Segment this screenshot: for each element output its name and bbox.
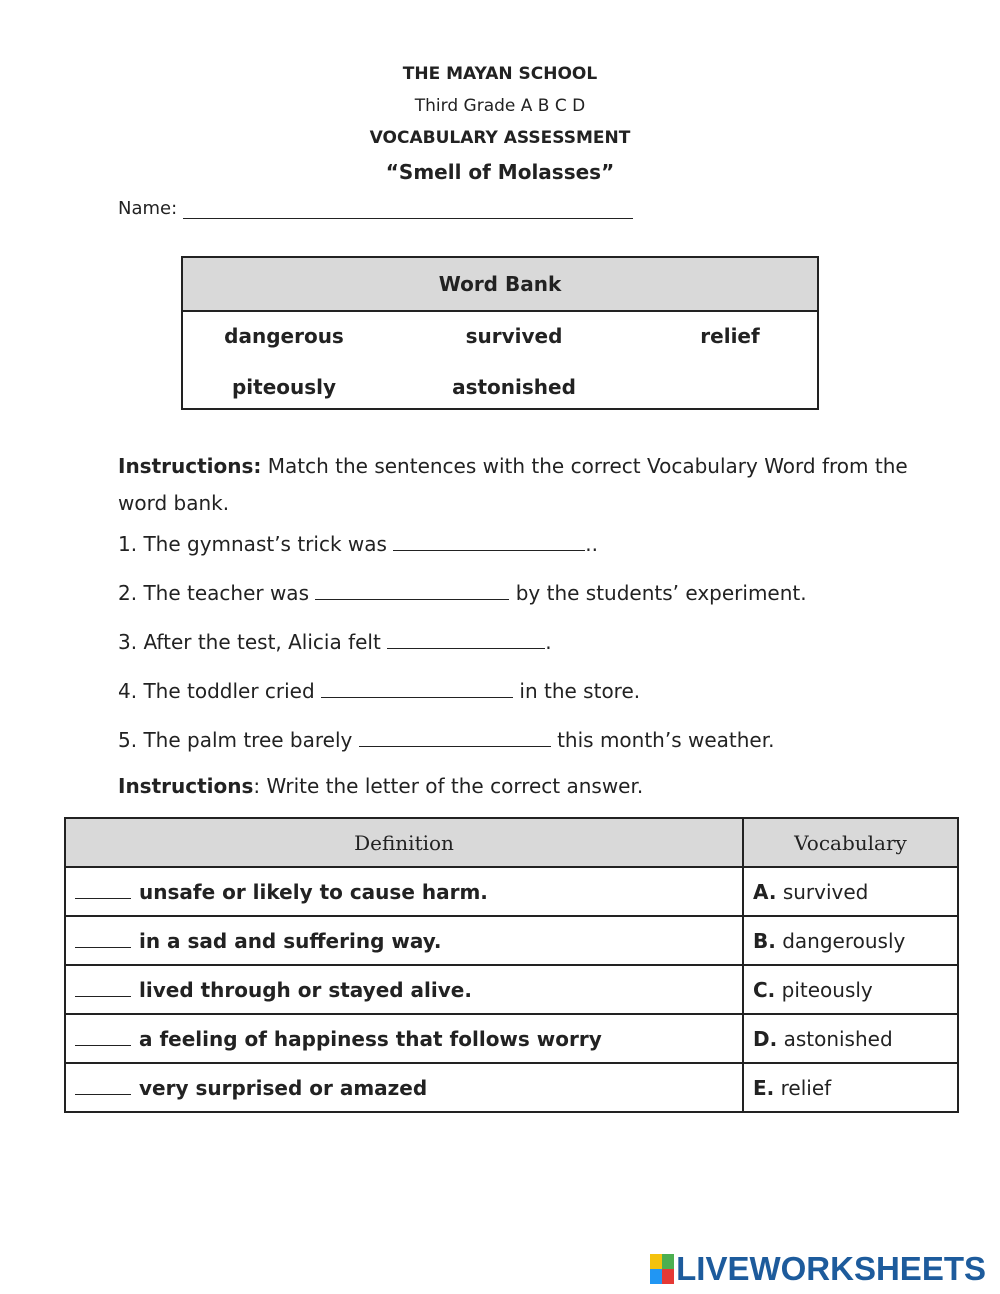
liveworksheets-icon	[650, 1254, 674, 1284]
answer-blank[interactable]	[75, 1027, 131, 1046]
option-word: relief	[780, 1075, 832, 1100]
logo-square-icon	[650, 1269, 662, 1284]
sentence-2	[118, 579, 807, 605]
table-row	[65, 1014, 958, 1063]
word-bank-word: piteously	[231, 375, 337, 399]
sentence-5	[118, 726, 774, 752]
answer-blank[interactable]	[321, 677, 513, 698]
definition-cell	[65, 916, 743, 965]
sentence-1	[118, 530, 598, 556]
word-bank-word: astonished	[452, 375, 576, 399]
vocabulary-cell	[743, 916, 958, 965]
answer-blank[interactable]	[75, 929, 131, 948]
option-word: astonished	[783, 1026, 893, 1051]
vocabulary-cell	[743, 965, 958, 1014]
definition-text: unsafe or likely to cause harm.	[139, 879, 488, 904]
sentence-text: 5. The palm tree barely	[118, 728, 353, 752]
vocabulary-cell	[743, 1014, 958, 1063]
word-bank-word: relief	[700, 324, 760, 348]
instructions-label: Instructions:	[118, 454, 262, 478]
header-vocabulary: Vocabulary	[743, 818, 958, 867]
instructions-label: Instructions	[118, 774, 254, 798]
definition-text: a feeling of happiness that follows worry	[139, 1026, 602, 1051]
instructions-match	[118, 448, 908, 522]
brand-name: LIVEWORKSHEETS	[676, 1250, 986, 1287]
grade-line: Third Grade A B C D	[414, 96, 586, 116]
story-title: “Smell of Molasses”	[385, 160, 615, 184]
option-letter: C.	[753, 977, 776, 1002]
instructions-text: : Write the letter of the correct answer.	[253, 774, 644, 798]
sentence-text: 1. The gymnast’s trick was	[118, 532, 387, 556]
instructions-letter	[118, 768, 908, 805]
name-label: Name:	[118, 198, 178, 219]
option-word: piteously	[781, 977, 873, 1002]
table-row	[65, 916, 958, 965]
option-letter: A.	[753, 879, 777, 904]
answer-blank[interactable]	[387, 628, 545, 649]
name-row	[118, 198, 633, 219]
vocabulary-cell	[743, 1063, 958, 1112]
definition-cell	[65, 965, 743, 1014]
definition-text: lived through or stayed alive.	[139, 977, 472, 1002]
definition-text: in a sad and suffering way.	[139, 928, 442, 953]
sentence-end: by the students’ experiment.	[515, 581, 807, 605]
sentence-3	[118, 628, 552, 654]
logo-square-icon	[650, 1254, 662, 1269]
table-row	[65, 965, 958, 1014]
definition-table	[64, 817, 959, 1113]
vocabulary-cell	[743, 867, 958, 916]
answer-blank[interactable]	[359, 726, 551, 747]
word-bank-word: dangerous	[224, 324, 344, 348]
word-bank-word: survived	[465, 324, 563, 348]
word-bank-title: Word Bank	[183, 258, 817, 312]
option-letter: D.	[753, 1026, 778, 1051]
option-word: dangerously	[782, 928, 906, 953]
school-name: THE MAYAN SCHOOL	[402, 64, 598, 84]
header-definition: Definition	[65, 818, 743, 867]
option-letter: E.	[753, 1075, 775, 1100]
answer-blank[interactable]	[75, 880, 131, 899]
definition-cell	[65, 867, 743, 916]
answer-blank[interactable]	[75, 978, 131, 997]
option-word: survived	[782, 879, 869, 904]
logo-square-icon	[662, 1254, 674, 1269]
assessment-title: VOCABULARY ASSESSMENT	[369, 128, 631, 148]
sentence-end: this month’s weather.	[557, 728, 775, 752]
sentence-text: 3. After the test, Alicia felt	[118, 630, 381, 654]
answer-blank[interactable]	[75, 1076, 131, 1095]
sentence-end: in the store.	[519, 679, 641, 703]
sentence-end: ..	[585, 532, 599, 556]
sentence-end: .	[545, 630, 552, 654]
sentence-text: 2. The teacher was	[118, 581, 309, 605]
answer-blank[interactable]	[315, 579, 509, 600]
definition-cell	[65, 1014, 743, 1063]
sentence-4	[118, 677, 640, 703]
table-row	[65, 1063, 958, 1112]
logo-square-icon	[662, 1269, 674, 1284]
definition-cell	[65, 1063, 743, 1112]
liveworksheets-logo[interactable]	[650, 1250, 986, 1288]
definition-text: very surprised or amazed	[139, 1075, 428, 1100]
word-bank	[181, 256, 819, 410]
table-row	[65, 867, 958, 916]
option-letter: B.	[753, 928, 776, 953]
answer-blank[interactable]	[393, 530, 585, 551]
instructions-text: Match the sentences with the correct Vocabulary Word from the word bank.	[118, 454, 908, 515]
table-header-row	[65, 818, 958, 867]
name-input-line[interactable]	[183, 200, 633, 219]
sentence-text: 4. The toddler cried	[118, 679, 315, 703]
